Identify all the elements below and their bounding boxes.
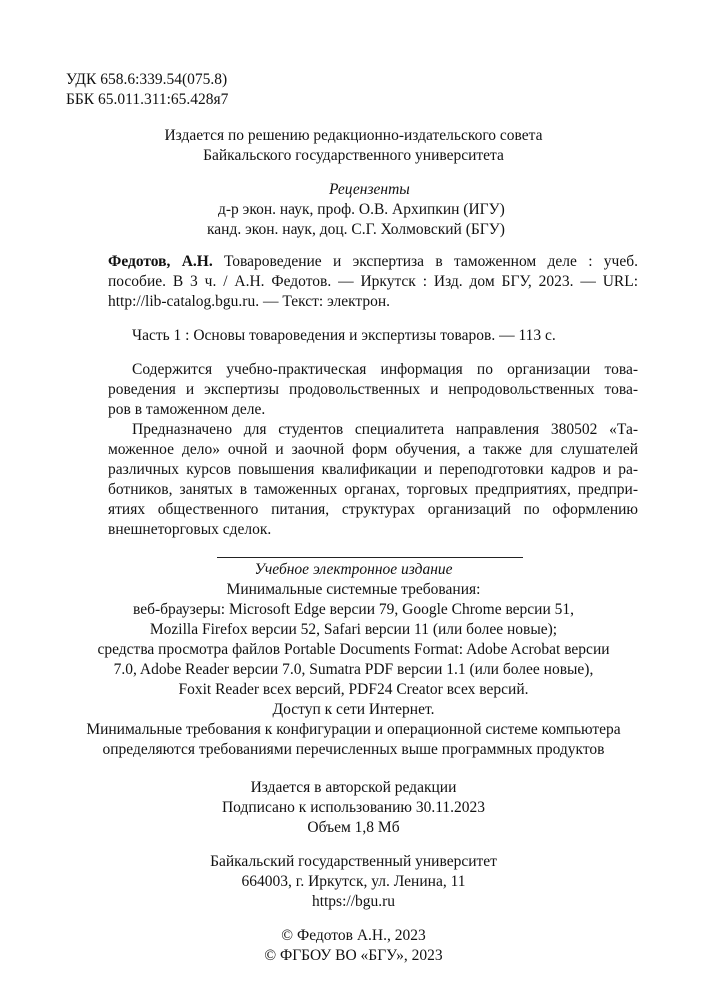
citation-title: Товароведение и экспертиза в таможенном деле : учеб. [212, 253, 638, 270]
imprint-line-3: Объем 1,8 Мб [307, 819, 400, 836]
annotation-p1-line-1: Содержится учебно-практическая информация по организации това- [132, 361, 638, 378]
requirements-line-8: Минимальные требования к конфигурации и операционной системе компьютера [86, 721, 621, 738]
university-name: Байкальский государственный университет [210, 853, 497, 870]
citation-author: Федотов, А.Н. [108, 253, 213, 270]
citation-line-3: http://lib-catalog.bgu.ru. — Текст: электрон. [108, 293, 391, 310]
annotation-p2-line-3: различных курсов повышения квалификации и переподготовки кадров и ра- [108, 461, 638, 478]
reviewer-1: д-р экон. наук, проф. О.В. Архипкин (ИГУ) [218, 201, 505, 218]
annotation-p1-line-2: роведения и экспертизы продовольственных и непродовольственных това- [108, 381, 638, 398]
annotation-p2-line-1: Предназначено для студентов специалитета направления 380502 «Та- [132, 421, 638, 438]
reviewer-2: канд. экон. наук, доц. С.Г. Холмовский (БГУ) [207, 221, 505, 238]
bbk-code: ББК 65.011.311:65.428я7 [66, 91, 229, 108]
annotation-p2-line-5: ятиях общественного питания, структурах организаций по оформлению [108, 501, 638, 518]
university-address: 664003, г. Иркутск, ул. Ленина, 11 [241, 873, 466, 890]
copyright-author: © Федотов А.Н., 2023 [281, 927, 426, 944]
reviewers-heading: Рецензенты [329, 181, 410, 198]
publisher-note-line-1: Издается по решению редакционно-издательского совета [164, 127, 543, 144]
annotation-p1-line-3: ров в таможенном деле. [108, 401, 266, 418]
copyright-university: © ФГБОУ ВО «БГУ», 2023 [264, 947, 443, 964]
publisher-note-line-2: Байкальского государственного университета [203, 147, 504, 164]
requirements-line-3: Mozilla Firefox версии 52, Safari версии 11 (или более новые); [149, 621, 558, 638]
requirements-line-5: 7.0, Adobe Reader версии 7.0, Sumatra PDF версии 1.1 (или более новые), [113, 661, 594, 678]
divider-line [217, 557, 523, 558]
requirements-line-4: средства просмотра файлов Portable Documents Format: Adobe Acrobat версии [97, 641, 610, 658]
udk-code: УДК 658.6:339.54(075.8) [66, 71, 228, 88]
imprint-line-2: Подписано к использованию 30.11.2023 [221, 799, 486, 816]
requirements-line-9: определяются требованиями перечисленных выше программных продуктов [102, 741, 605, 758]
requirements-line-6: Foxit Reader всех версий, PDF24 Creator всех версий. [178, 681, 529, 698]
requirements-line-2: веб-браузеры: Microsoft Edge версии 79, Google Chrome версии 51, [132, 601, 575, 618]
university-website: https://bgu.ru [311, 893, 396, 910]
imprint-line-1: Издается в авторской редакции [250, 779, 457, 796]
requirements-line-7: Доступ к сети Интернет. [272, 701, 435, 718]
part-title: Часть 1 : Основы товароведения и экспертизы товаров. — 113 с. [132, 327, 556, 344]
edition-type: Учебное электронное издание [254, 561, 453, 578]
annotation-p2-line-2: моженное дело» очной и заочной форм обучения, а также для слушателей [108, 441, 638, 458]
citation-line-1 [108, 252, 638, 272]
annotation-p2-line-6: внешнеторговых сделок. [108, 521, 272, 538]
citation-line-2: пособие. В 3 ч. / А.Н. Федотов. — Иркутск : Изд. дом БГУ, 2023. — URL: [108, 273, 638, 290]
annotation-p2-line-4: ботников, занятых в таможенных органах, торговых предприятиях, предпри- [108, 481, 638, 498]
requirements-line-1: Минимальные системные требования: [226, 581, 481, 598]
